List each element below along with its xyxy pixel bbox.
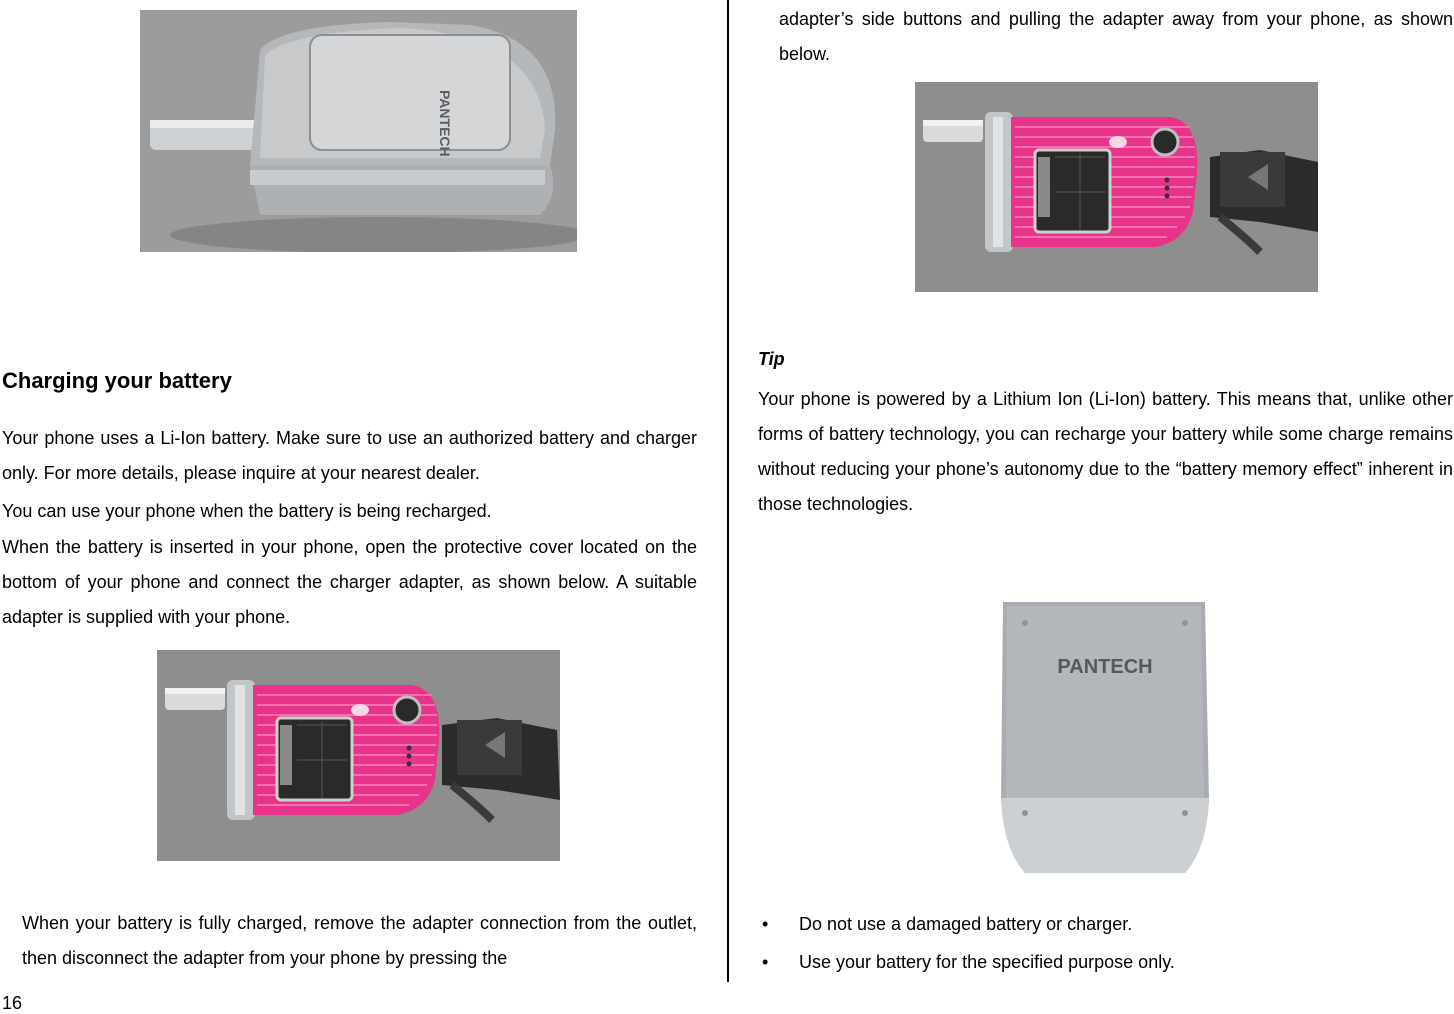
bullet-icon: • <box>762 913 769 934</box>
bullet-text: Use your battery for the specified purpose only. <box>799 951 1175 972</box>
svg-text:PANTECH: PANTECH <box>1057 656 1153 678</box>
svg-text:PANTECH: PANTECH <box>437 90 453 157</box>
list-item <box>758 943 1448 981</box>
tip-text: Your phone is powered by a Lithium Ion (Li-Ion) battery. This means that, unlike other forms of battery technology, you can recharge your battery while some charge remains without reducing your phone’s autonomy due to the “battery memory effect” inherent in those technologies. <box>758 389 1453 514</box>
battery-photo <box>995 598 1215 888</box>
bullet-text: Do not use a damaged battery or charger. <box>799 913 1133 934</box>
paragraph-continued: adapter’s side buttons and pulling the adapter away from your phone, as shown below. <box>779 9 1453 64</box>
column-divider <box>727 0 729 982</box>
paragraph-remove-adapter: When your battery is fully charged, remove the adapter connection from the outlet, then disconnect the adapter from your phone by pressing the <box>22 913 697 968</box>
section-heading: Charging your battery <box>2 368 232 393</box>
phone-back-photo <box>140 10 577 252</box>
bullet-icon: • <box>762 951 769 972</box>
paragraph-use-while-charging: You can use your phone when the battery is being recharged. <box>2 501 492 521</box>
tip-label: Tip <box>758 349 785 369</box>
phone-charging-photo <box>157 650 560 861</box>
phone-adapter-removed-photo <box>915 82 1318 292</box>
bullet-list <box>758 905 1448 981</box>
paragraph-authorized-battery: Your phone uses a Li-Ion battery. Make sure to use an authorized battery and charger only. For more details, please inquire at your nearest dealer. <box>2 428 697 483</box>
page-number: 16 <box>2 993 23 1013</box>
list-item <box>758 905 1448 943</box>
paragraph-connect-adapter: When the battery is inserted in your phone, open the protective cover located on the bottom of your phone and connect the charger adapter, as shown below. A suitable adapter is supplied with your phone. <box>2 537 697 627</box>
